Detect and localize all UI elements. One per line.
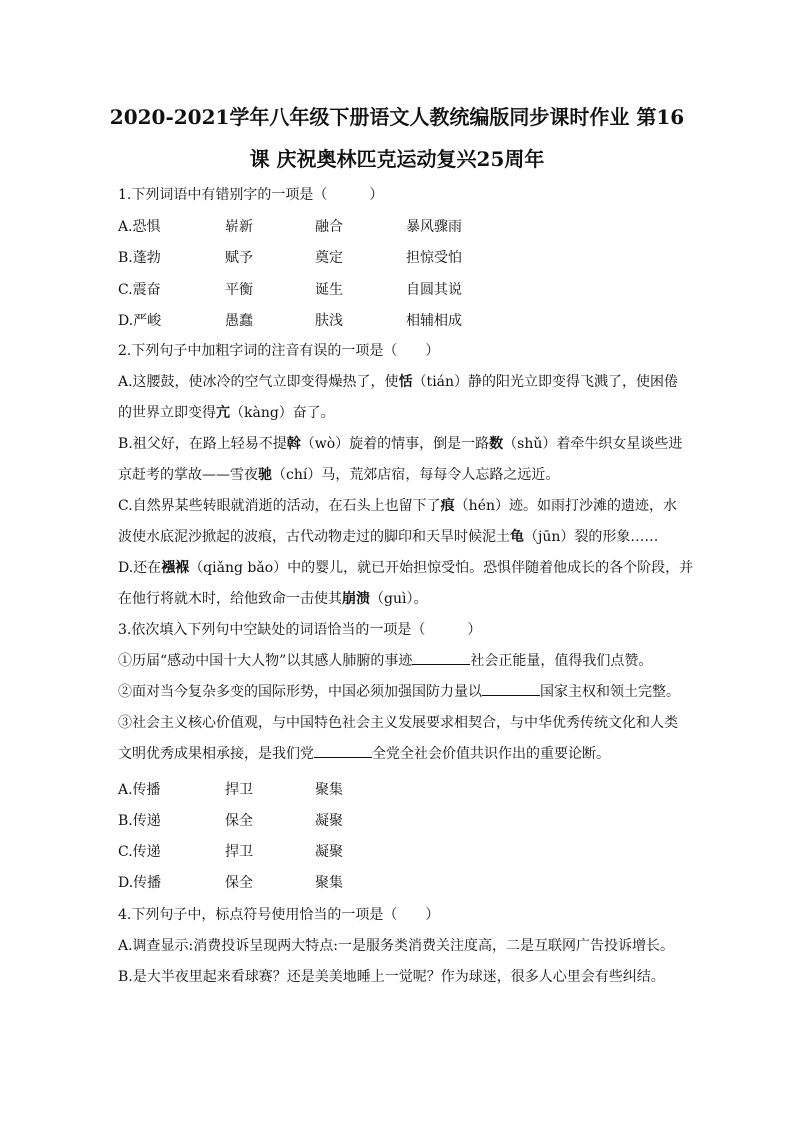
q2-a-bold1: 恬	[398, 374, 413, 390]
q3-c-w2: 捍卫	[225, 844, 253, 860]
q3-d-w3: 聚集	[315, 875, 343, 891]
q2-a-text4: （kàng）奋了。	[230, 405, 335, 421]
q2-c-text2: （hén）迹。如雨打沙滩的遗迹，水	[454, 498, 677, 514]
q3-b-w3: 凝聚	[315, 813, 343, 829]
q2-a-text2: （tián）静的阳光立即变得飞溅了，使困倦	[412, 374, 679, 390]
q1-b-w3: 奠定	[315, 250, 343, 266]
q4-option-b: B.是大半夜里起来看球赛？还是美美地睡上一觉呢？作为球迷，很多人心里会有些纠结。	[118, 969, 665, 985]
q1-a-w3: 融合	[315, 219, 343, 235]
q1-b-w2: 赋予	[225, 250, 253, 266]
q2-b-text5: （chí）马，荒郊店宿，每每令人忘路之远近。	[272, 467, 560, 483]
q2-d-line2	[118, 584, 678, 615]
q3-s3-text3: 全党全社会价值共识作出的重要论断。	[372, 746, 610, 762]
q1-c-w2: 平衡	[225, 282, 253, 298]
q2-stem: 2.下列句子中加粗字词的注音有误的一项是（ ）	[118, 343, 440, 359]
q1-b-w4: 担惊受怕	[406, 250, 462, 266]
q3-a-w3: 聚集	[315, 782, 343, 798]
q3-d-label: D.传播	[118, 875, 162, 891]
q3-sentence3-line1: ③社会主义核心价值观，与中国特色社会主义发展要求相契合，与中华优秀传统文化和人类	[118, 715, 678, 731]
q2-b-bold2: 数	[489, 436, 504, 452]
q1-a-w4: 暴风骤雨	[406, 219, 462, 235]
q2-b-line2	[118, 460, 678, 491]
q3-c-label: C.传递	[118, 844, 161, 860]
q2-a-text3: 的世界立即变得	[118, 405, 216, 421]
q2-c-line1	[118, 491, 678, 522]
q3-d-w2: 保全	[225, 875, 253, 891]
q1-d-w4: 相辅相成	[406, 313, 462, 329]
q1-b-label: B.蓬勃	[118, 250, 161, 266]
page-title-line2: 课 庆祝奥林匹克运动复兴25周年	[249, 147, 545, 171]
q2-d-bold1: 襁褓	[161, 560, 190, 576]
q3-sentence3-line2	[118, 739, 678, 770]
q2-b-text3: （shǔ）着牵牛织女星谈些进	[503, 436, 683, 452]
q2-b-bold1: 斡	[286, 436, 301, 452]
q2-block	[118, 336, 694, 770]
q2-d-bold2: 崩溃	[342, 591, 370, 607]
q3-a-label: A.传播	[118, 782, 161, 798]
q1-a-w2: 崭新	[225, 219, 253, 235]
q2-b-text1: B.祖父好，在路上轻易不提	[118, 436, 287, 452]
q1-d-w2: 愚蠢	[225, 313, 253, 329]
q3-s2-text2: 国家主权和领土完整。	[540, 684, 680, 700]
q3-s2-blank	[482, 683, 540, 696]
q2-c-text4: （jūn）裂的形象……	[524, 529, 659, 545]
q3-s1-text2: 社会正能量，值得我们点赞。	[470, 653, 653, 669]
q3-s3-blank	[314, 745, 372, 758]
q2-b-text4: 京赶考的掌故——雪夜	[118, 467, 258, 483]
q3-b-label: B.传递	[118, 813, 161, 829]
q2-c-bold2: 龟	[510, 529, 524, 545]
q4-option-a: A.调查显示:消费投诉呈现两大特点:一是服务类消费关注度高，二是互联网广告投诉增长。	[118, 938, 674, 954]
q1-c-label: C.震奋	[118, 282, 161, 298]
q1-c-w3: 诞生	[315, 282, 343, 298]
q4-stem: 4.下列句子中，标点符号使用恰当的一项是（ ）	[118, 907, 440, 923]
q1-d-w3: 肤浅	[315, 313, 343, 329]
q3-s1-text1: ①历届“感动中国十大人物”以其感人肺腑的事迹	[118, 653, 413, 669]
q2-c-text1: C.自然界某些转眼就消逝的活动，在石头上也留下了	[118, 498, 441, 514]
q3-a-w2: 捍卫	[225, 782, 253, 798]
q2-b-text2: （wò）旋着的情事，倒是一路	[300, 436, 490, 452]
q2-d-line1	[118, 553, 694, 584]
q3-sentence2	[118, 677, 678, 708]
q1-a-label: A.恐惧	[118, 219, 161, 235]
page-title-line1: 2020-2021学年八年级下册语文人教统编版同步课时作业 第16	[109, 105, 685, 129]
q2-c-bold1: 痕	[440, 498, 455, 514]
q1-stem: 1.下列词语中有错别字的一项是（ ）	[118, 187, 384, 203]
q2-d-text4: （guì）。	[370, 591, 428, 607]
q1-d-label: D.严峻	[118, 313, 162, 329]
q2-b-line1	[118, 429, 683, 460]
q2-c-line2	[118, 522, 678, 553]
q3-c-w3: 凝聚	[315, 844, 343, 860]
q2-a-line1	[118, 367, 678, 398]
q3-stem: 3.依次填入下列句中空缺处的词语恰当的一项是（ ）	[118, 622, 482, 638]
q2-d-text1: D.还在	[118, 560, 162, 576]
q3-b-w2: 保全	[225, 813, 253, 829]
q3-s1-blank	[412, 652, 470, 665]
q2-b-bold3: 驰	[258, 467, 272, 483]
q2-a-line2	[118, 398, 678, 429]
q1-c-w4: 自圆其说	[406, 282, 462, 298]
q2-c-text3: 波使水底泥沙掀起的波痕，古代动物走过的脚印和天旱时候泥土	[118, 529, 510, 545]
q3-sentence1	[118, 646, 678, 677]
q2-d-text2: （qiǎng bǎo）中的婴儿，就已开始担惊受怕。恐惧伴随着他成长的各个阶段，并	[189, 560, 694, 576]
q3-s2-text1: ②面对当今复杂多变的国际形势，中国必须加强国防力量以	[118, 684, 482, 700]
q2-d-text3: 在他行将就木时，给他致命一击使其	[118, 591, 342, 607]
q2-a-text1: A.这腰鼓，使冰冷的空气立即变得燥热了，使	[118, 374, 399, 390]
q2-a-bold2: 亢	[216, 405, 230, 421]
q3-s3-text2: 文明优秀成果相承接，是我们党	[118, 746, 314, 762]
